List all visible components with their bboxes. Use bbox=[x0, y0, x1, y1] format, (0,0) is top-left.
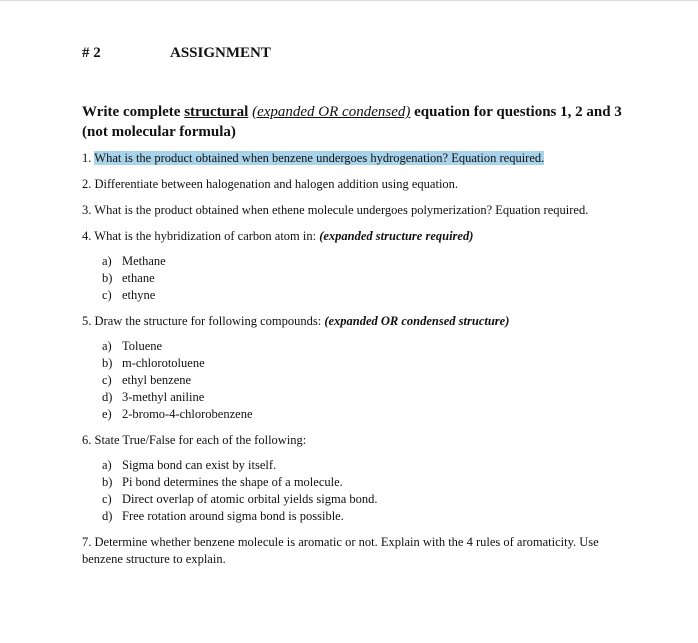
question-4-text: 4. What is the hybridization of carbon atom in: bbox=[82, 229, 320, 243]
page-title: ASSIGNMENT bbox=[170, 45, 271, 61]
list-item: a) Methane bbox=[102, 254, 166, 268]
question-3: 3. What is the product obtained when ethene molecule undergoes polymerization? Equation required. bbox=[82, 203, 589, 217]
question-5-text: 5. Draw the structure for following compounds: bbox=[82, 314, 325, 328]
list-item: d) 3-methyl aniline bbox=[102, 390, 205, 404]
list-item: b) Pi bond determines the shape of a molecule. bbox=[102, 475, 343, 489]
instruction-text bbox=[82, 102, 642, 142]
question-1 bbox=[82, 150, 622, 167]
question-6-items bbox=[82, 457, 622, 525]
list-item: a) Toluene bbox=[102, 339, 163, 353]
list-item: b) ethane bbox=[102, 271, 155, 285]
list-item: c) ethyl benzene bbox=[102, 373, 192, 387]
instruction-expanded-condensed: (expanded OR condensed) bbox=[252, 104, 411, 120]
list-item: b) m-chlorotoluene bbox=[102, 356, 205, 370]
list-item: c) ethyne bbox=[102, 288, 156, 302]
question-4 bbox=[82, 228, 622, 245]
question-4-items bbox=[82, 253, 622, 304]
page-header bbox=[82, 45, 271, 62]
list-item: d) Free rotation around sigma bond is possible. bbox=[102, 509, 344, 523]
question-list bbox=[82, 150, 622, 568]
instruction-structural: structural bbox=[184, 104, 249, 120]
list-item: e) 2-bromo-4-chlorobenzene bbox=[102, 407, 253, 421]
instruction-part5: equation for questions 1, 2 and 3 (not molecular formula) bbox=[82, 104, 622, 140]
question-4-emphasis: (expanded structure required) bbox=[319, 229, 474, 243]
list-item: c) Direct overlap of atomic orbital yields sigma bond. bbox=[102, 492, 378, 506]
instruction-part1: Write complete bbox=[82, 104, 185, 120]
question-1-number: 1. bbox=[82, 151, 95, 165]
question-6: 6. State True/False for each of the following: bbox=[82, 433, 307, 447]
top-border bbox=[0, 0, 698, 1]
question-1-text-highlighted: What is the product obtained when benzene undergoes hydrogenation? Equation required. bbox=[94, 151, 545, 165]
question-7: 7. Determine whether benzene molecule is aromatic or not. Explain with the 4 rules of aromaticity. Use benzene structure to explain. bbox=[82, 535, 599, 566]
assignment-number: # 2 bbox=[82, 45, 101, 61]
list-item: a) Sigma bond can exist by itself. bbox=[102, 458, 277, 472]
question-5-emphasis: (expanded OR condensed structure) bbox=[324, 314, 510, 328]
question-5 bbox=[82, 313, 622, 330]
question-5-items bbox=[82, 338, 622, 423]
question-2: 2. Differentiate between halogenation and halogen addition using equation. bbox=[82, 177, 459, 191]
